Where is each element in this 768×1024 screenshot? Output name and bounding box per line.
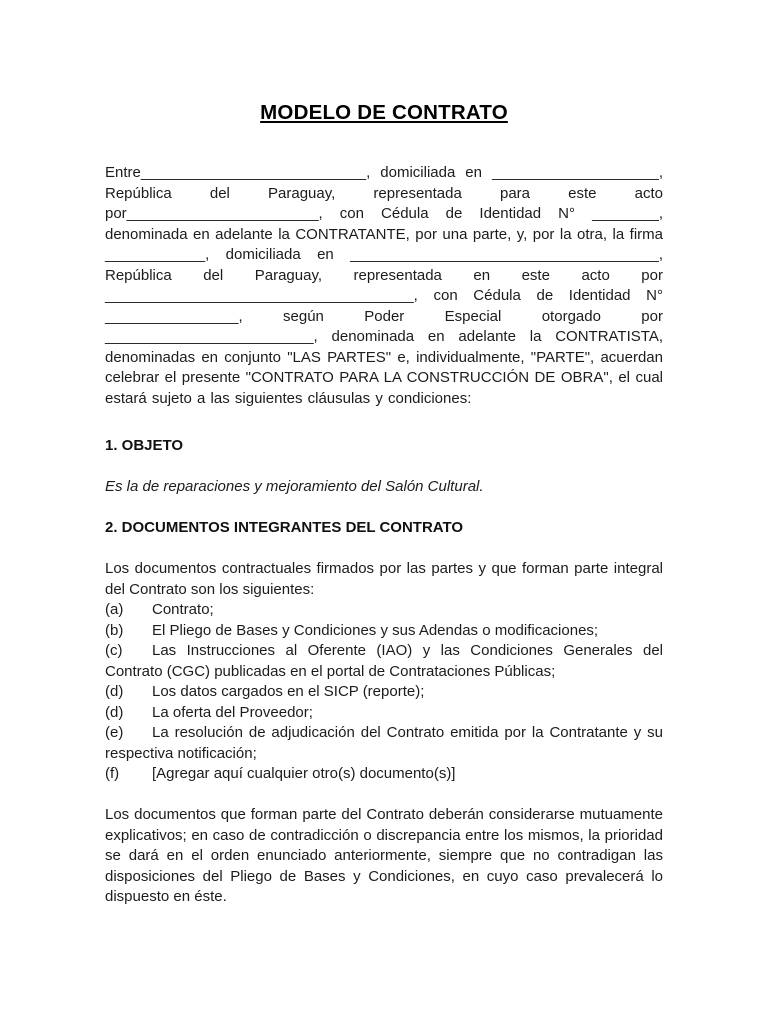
list-item-text: [Agregar aquí cualquier otro(s) documento(s)]: [152, 765, 456, 782]
list-item: [105, 682, 663, 703]
list-item-marker: (e): [105, 724, 124, 741]
list-item-text: La oferta del Proveedor;: [152, 703, 313, 721]
list-item-text: Los datos cargados en el SICP (reporte);: [152, 683, 425, 700]
list-item: [105, 703, 663, 724]
section-1-heading: 1. OBJETO: [105, 437, 184, 454]
list-item-text: Las Instrucciones al Oferente (IAO) y las Condiciones Generales del Contrato (CGC) publicadas en el portal de Contrataciones Públicas;: [105, 642, 663, 680]
list-item-text: La resolución de adjudicación del Contrato emitida por la Contratante y su respectiva notificación;: [105, 724, 663, 762]
list-item-marker: (f): [105, 765, 120, 782]
list-item: [105, 600, 663, 621]
list-item-marker: (d): [105, 683, 124, 700]
list-item-marker: (d): [105, 703, 124, 721]
list-item: [105, 641, 663, 682]
section-1-objeto-text: Es la de reparaciones y mejoramiento del Salón Cultural.: [105, 478, 484, 495]
document-list: [105, 600, 663, 785]
list-item-marker: (a): [105, 601, 124, 618]
list-item-marker: (c): [105, 642, 123, 659]
list-item-text: Contrato;: [152, 601, 214, 618]
intro-paragraph: Entre___________________________, domiciliada en ____________________, República del Paraguay, representada para este acto por_______________________, con Cédula de Identidad N° ________, denominada en adelante la CONTRATANTE, por una parte, y, por la otra, la firma ____________, domiciliada en _____________________________________, República del Paraguay, representada en este acto por _____________________________________, con Cédula de Identidad N° ________________, según Poder Especial otorgado por _________________________, denominada en adelante la CONTRATISTA, denominadas en conjunto "LAS PARTES" e, individualmente, "PARTE", acuerdan celebrar el presente "CONTRATO PARA LA CONSTRUCCIÓN DE OBRA", el cual estará sujeto a las siguientes cláusulas y condiciones:: [105, 164, 663, 407]
list-item: [105, 723, 663, 764]
document-title: MODELO DE CONTRATO: [260, 101, 508, 124]
section-2-lead-paragraph: Los documentos contractuales firmados por las partes y que forman parte integral del Contrato son los siguientes:: [105, 560, 663, 598]
section-2-heading: 2. DOCUMENTOS INTEGRANTES DEL CONTRATO: [105, 519, 464, 536]
closing-paragraph: Los documentos que forman parte del Contrato deberán considerarse mutuamente explicativos; en caso de contradicción o discrepancia entre los mismos, la prioridad se dará en el orden enunciado anteriormente, siempre que no contradigan las disposiciones del Pliego de Bases y Condiciones, en cuyo caso prevalecerá lo dispuesto en éste.: [105, 806, 663, 905]
list-item: [105, 764, 663, 785]
list-item: [105, 621, 663, 642]
list-item-marker: (b): [105, 621, 124, 639]
list-item-text: El Pliego de Bases y Condiciones y sus Adendas o modificaciones;: [152, 621, 599, 639]
